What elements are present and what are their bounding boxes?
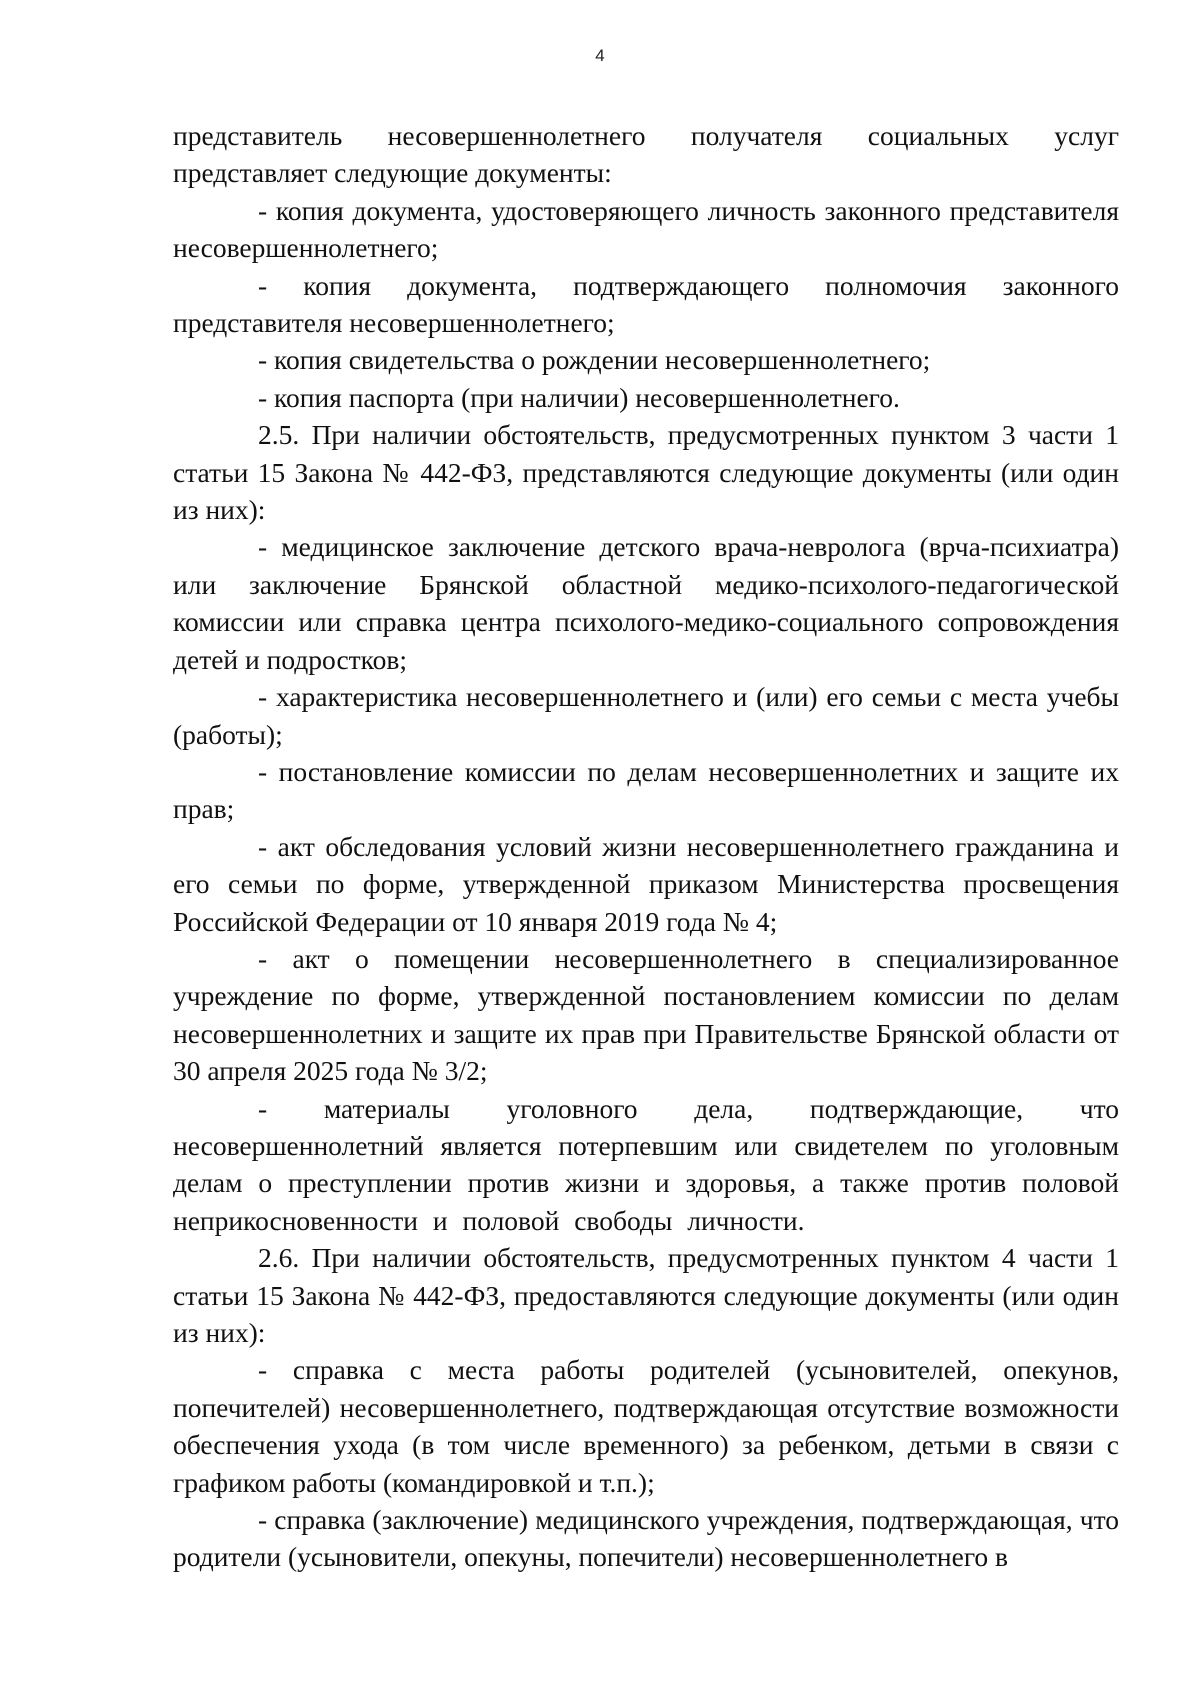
list-item: - акт обследования условий жизни несовершеннолетнего гражданина и его семьи по форме, утвержденной приказом Министерства просвещения Российской Федерации от 10 января 2019 года № 4; xyxy=(173,830,1119,937)
section-2-5: 2.5. При наличии обстоятельств, предусмотренных пунктом 3 части 1 статьи 15 Закона № 442-ФЗ, представляются следующие документы (или один из них): xyxy=(173,419,1119,526)
list-item: - копия документа, удостоверяющего личность законного представителя несовершеннолетнего; xyxy=(173,194,1119,264)
list-item: - копия паспорта (при наличии) несовершеннолетнего. xyxy=(258,381,900,413)
paragraph-representative-docs: представитель несовершеннолетнего получателя социальных услуг представляет следующие документы: xyxy=(173,120,1119,189)
list-item: - справка с места работы родителей (усыновителей, опекунов, попечителей) несовершеннолетнего, подтверждающая отсутствие возможности обеспечения ухода (в том числе временного) за ребенком, детьми в связи с графиком работы (командировкой и т.п.); xyxy=(173,1354,1119,1498)
list-item: - справка (заключение) медицинского учреждения, подтверждающая, что родители (усыновители, опекуны, попечители) несовершеннолетнего в xyxy=(173,1504,1119,1573)
list-item: - постановление комиссии по делам несовершеннолетних и защите их прав; xyxy=(173,755,1119,825)
list-item: - копия свидетельства о рождении несовершеннолетнего; xyxy=(258,344,931,376)
list-item: - медицинское заключение детского врача-невролога (врча-психиатра) или заключение Брянской областной медико-психолого-педагогической комиссии или справка центра психолого-медико-социального сопровождения детей и подростков; xyxy=(173,531,1119,675)
section-2-6: 2.6. При наличии обстоятельств, предусмотренных пунктом 4 части 1 статьи 15 Закона № 442-ФЗ, предоставляются следующие документы (или один из них): xyxy=(173,1242,1119,1348)
list-item: - акт о помещении несовершеннолетнего в специализированное учреждение по форме, утвержденной постановлением комиссии по делам несовершеннолетних и защите их прав при Правительстве Брянской области от 30 апреля 2025 года № 3/2; xyxy=(173,942,1119,1087)
list-item: - характеристика несовершеннолетнего и (или) его семьи с места учебы (работы); xyxy=(173,681,1119,750)
page-number: 4 xyxy=(595,46,605,65)
list-item: - копия документа, подтверждающего полномочия законного представителя несовершеннолетнего; xyxy=(173,269,1119,339)
list-item: - материалы уголовного дела, подтверждающие, что несовершеннолетний является потерпевшим или свидетелем по уголовным делам о преступлении против жизни и здоровья, а также против половой неприкосновенности и половой свободы личности. xyxy=(173,1092,1119,1236)
document-body xyxy=(173,117,1119,1576)
